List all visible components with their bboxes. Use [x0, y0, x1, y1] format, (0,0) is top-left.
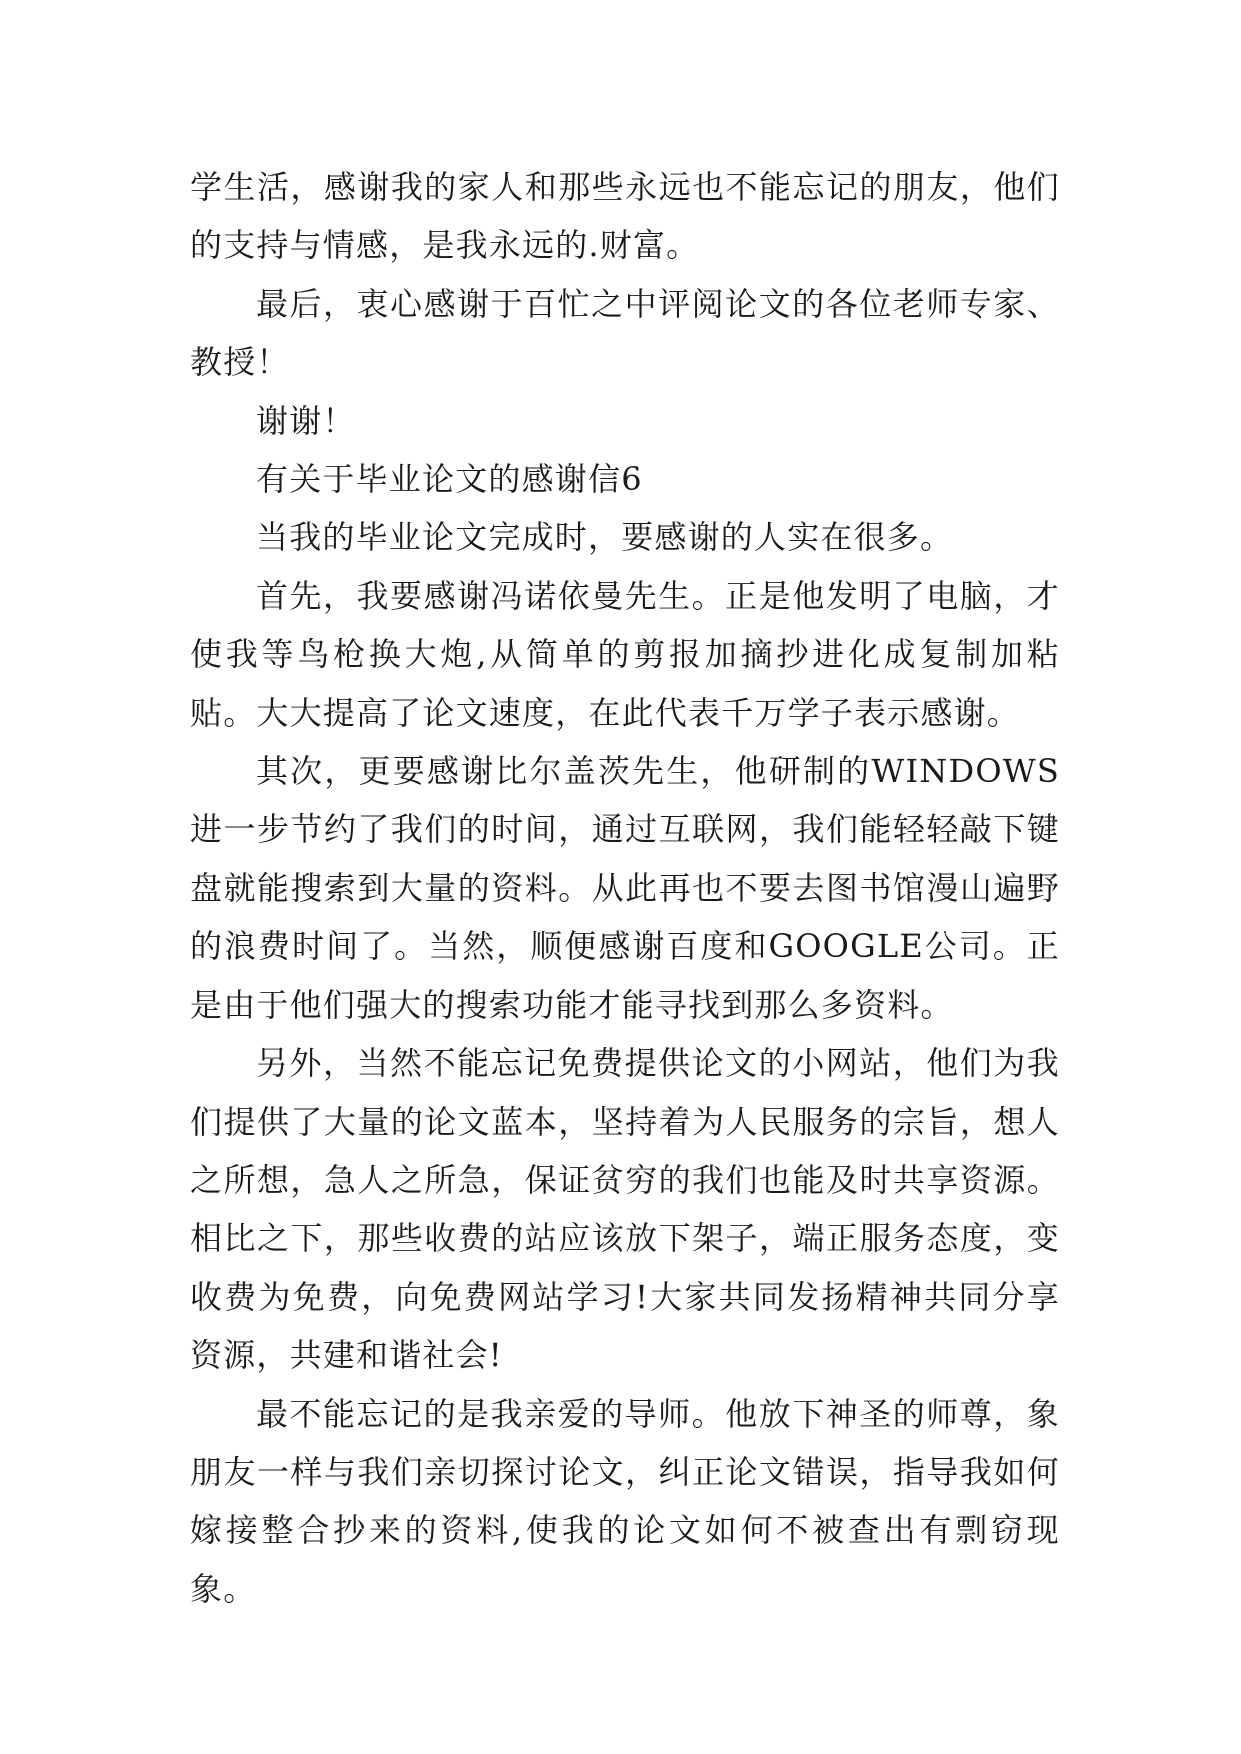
section-heading: 有关于毕业论文的感谢信6 — [256, 460, 643, 499]
paragraph-mentor: 最不能忘记的是我亲爱的导师。他放下神圣的师尊，象朋友一样与我们亲切探讨论文，纠正论文错误，指导我如何嫁接整合抄来的资料,使我的论文如何不被查出有剽窃现象。 — [190, 1394, 1060, 1608]
paragraph-second: 其次，更要感谢比尔盖茨先生，他研制的WINDOWS进一步节约了我们的时间，通过互联网，我们能轻轻敲下键盘就能搜索到大量的资料。从此再也不要去图书馆漫山遍野的浪费时间了。当然，顺便感谢百度和GOOGLE公司。正是由于他们强大的搜索功能才能寻找到那么多资料。 — [190, 752, 1060, 1024]
document-body — [190, 158, 1060, 1618]
paragraph-intro: 当我的毕业论文完成时，要感谢的人实在很多。 — [256, 518, 954, 557]
paragraph-first: 首先，我要感谢冯诺依曼先生。正是他发明了电脑，才使我等鸟枪换大炮,从简单的剪报加摘抄进化成复制加粘贴。大大提高了论文速度，在此代表千万学子表示感谢。 — [190, 576, 1060, 732]
paragraph-closing-thanks: 最后，衷心感谢于百忙之中评阅论文的各位老师专家、教授！ — [190, 284, 1060, 382]
paragraph-continuation: 学生活，感谢我的家人和那些永远也不能忘记的朋友，他们的支持与情感，是我永远的.财富。 — [190, 168, 1060, 265]
paragraph-thank-you: 谢谢！ — [256, 401, 356, 440]
paragraph-third: 另外，当然不能忘记免费提供论文的小网站，他们为我们提供了大量的论文蓝本，坚持着为人民服务的宗旨，想人之所想，急人之所急，保证贫穷的我们也能及时共享资源。相比之下，那些收费的站应该放下架子，端正服务态度，变收费为免费，向免费网站学习!大家共同发扬精神共同分享资源，共建和谐社会! — [190, 1044, 1060, 1375]
